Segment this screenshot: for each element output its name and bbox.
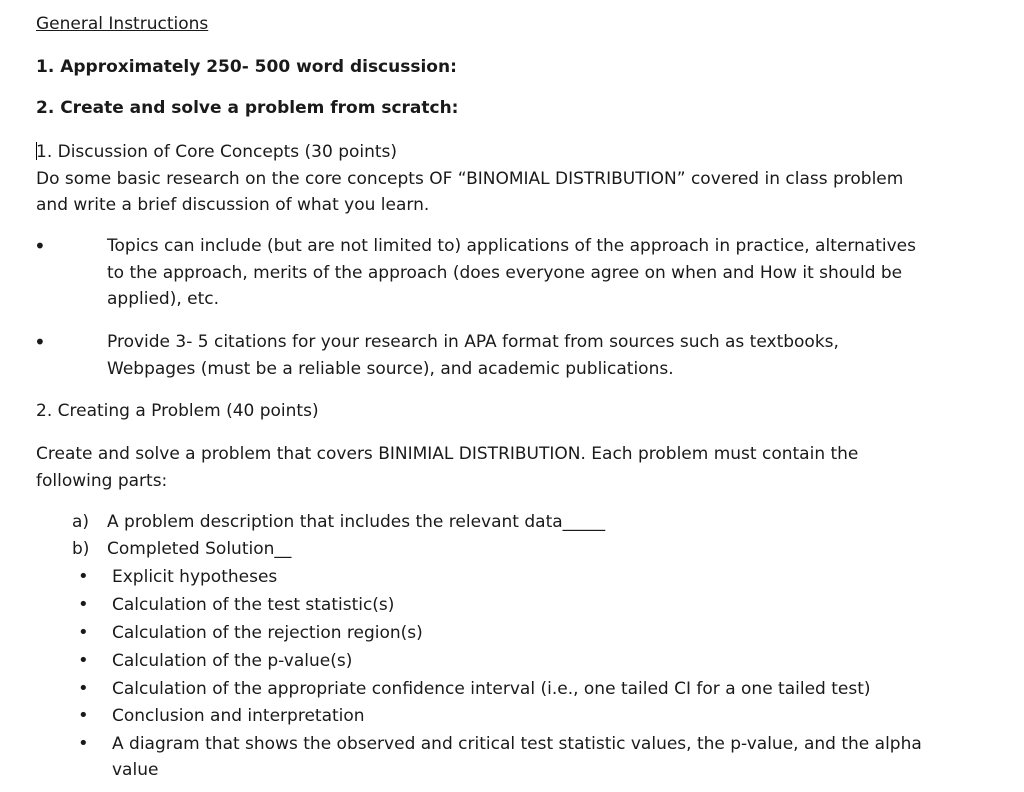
bullet-marker: • [34,330,46,354]
section-1-title [36,139,397,165]
bullet-marker: • [78,594,89,615]
bullet-marker: • [78,566,89,587]
bullet-marker: • [34,234,46,258]
bullet-marker: • [78,678,89,699]
solution-item: Calculation of the rejection region(s) [112,623,423,643]
solution-item-diagram-line-2: value [112,760,159,780]
solution-item-diagram-line-1: A diagram that shows the observed and critical test statistic values, the p-value, and the alpha [112,734,922,754]
bullet-1-line-2: to the approach, merits of the approach (does everyone agree on when and How it should be [107,262,903,283]
solution-item: Explicit hypotheses [112,567,278,587]
instruction-2: 2. Create and solve a problem from scratch: [36,98,459,118]
bullet-marker: • [78,733,89,754]
solution-item: Calculation of the test statistic(s) [112,595,395,615]
bullet-1-line-1: Topics can include (but are not limited to) applications of the approach in practice, alternatives [107,236,916,256]
instruction-1: 1. Approximately 250- 500 word discussion: [36,57,457,77]
part-b-label: b) [72,539,90,559]
section-2-title: 2. Creating a Problem (40 points) [36,401,319,421]
section-1-title-text: 1. Discussion of Core Concepts (30 points) [36,142,398,162]
bullet-1-line-3: applied), etc. [107,289,220,309]
bullet-2-line-1: Provide 3- 5 citations for your research in APA format from sources such as textbooks, [107,332,839,352]
part-a-text: A problem description that includes the relevant data_____ [107,512,606,532]
bullet-marker: • [78,705,89,726]
section-2-intro-line-1: Create and solve a problem that covers BINIMIAL DISTRIBUTION. Each problem must contain the [36,444,859,464]
solution-item: Calculation of the p-value(s) [112,651,353,671]
page-heading: General Instructions [36,14,209,34]
part-a-label: a) [72,512,90,532]
solution-item: Conclusion and interpretation [112,706,365,726]
bullet-marker: • [78,650,89,671]
bullet-2-line-2: Webpages (must be a reliable source), and academic publications. [107,358,674,379]
part-b-text: Completed Solution__ [107,539,292,559]
bullet-marker: • [78,622,89,643]
section-1-intro-line-1: Do some basic research on the core concepts OF “BINOMIAL DISTRIBUTION” covered in class problem [36,169,904,189]
section-2-intro-line-2: following parts: [36,471,168,491]
section-1-intro-line-2: and write a brief discussion of what you learn. [36,195,430,215]
solution-item: Calculation of the appropriate confidence interval (i.e., one tailed CI for a one tailed test) [112,679,871,699]
